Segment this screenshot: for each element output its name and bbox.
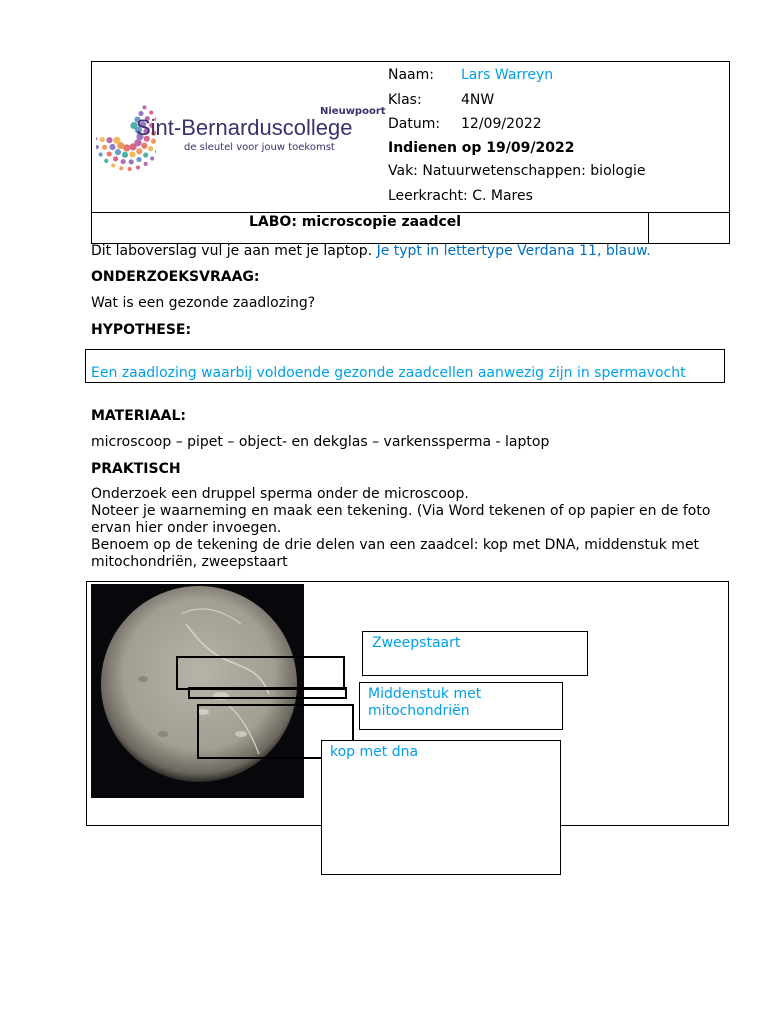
middenstuk-marker [188,687,347,699]
materiaal-heading: MATERIAAL: [91,408,186,424]
praktisch-heading: PRAKTISCH [91,461,181,477]
zweepstaart-marker [176,656,345,690]
intro-text [91,243,651,259]
hypothese-answer[interactable]: Een zaadlozing waarbij voldoende gezonde zaadcellen aanwezig zijn in spermavocht [91,365,686,381]
middenstuk-label: Middenstuk met mitochondriën [368,686,482,719]
praktisch-line2: Noteer je waarneming en maak een tekening. (Via Word tekenen of op papier en de foto ervan hier onder invoegen. [91,503,711,536]
hypothese-heading: HYPOTHESE: [91,322,192,338]
labo-title: LABO: microscopie zaadcel [249,214,462,230]
header-divider [91,212,730,213]
datum-value: 12/09/2022 [461,116,542,132]
zweepstaart-label: Zweepstaart [372,635,461,651]
kop-label: kop met dna [330,744,419,760]
vak-field: Vak: Natuurwetenschappen: biologie [388,163,646,179]
logo-school-name: Sint-Bernarduscollege [136,115,353,140]
intro-blue-instruction: Je typt in lettertype Verdana 11, blauw. [376,243,651,259]
intro-prefix: Dit laboverslag vul je aan met je laptop. [91,243,373,259]
praktisch-line3: Benoem op de tekening de drie delen van een zaadcel: kop met DNA, middenstuk met mitochondriën, zweepstaart [91,537,700,570]
naam-label: Naam: [388,67,434,83]
leerkracht-field: Leerkracht: C. Mares [388,188,533,204]
onderzoeksvraag-heading: ONDERZOEKSVRAAG: [91,269,260,285]
datum-label: Datum: [388,116,441,132]
klas-label: Klas: [388,92,422,108]
logo-location: Nieuwpoort [320,106,386,117]
indienen-date: Indienen op 19/09/2022 [388,140,575,156]
kop-label-box[interactable] [321,740,561,875]
praktisch-line1: Onderzoek een druppel sperma onder de microscoop. [91,486,469,502]
naam-value: Lars Warreyn [461,67,554,83]
header-cell-divider [648,212,649,243]
materiaal-text: microscoop – pipet – object- en dekglas – varkenssperma - laptop [91,434,550,450]
school-logo [96,98,386,173]
onderzoeksvraag-text: Wat is een gezonde zaadlozing? [91,295,316,311]
klas-value: 4NW [461,92,495,108]
logo-tagline: de sleutel voor jouw toekomst [184,142,335,153]
